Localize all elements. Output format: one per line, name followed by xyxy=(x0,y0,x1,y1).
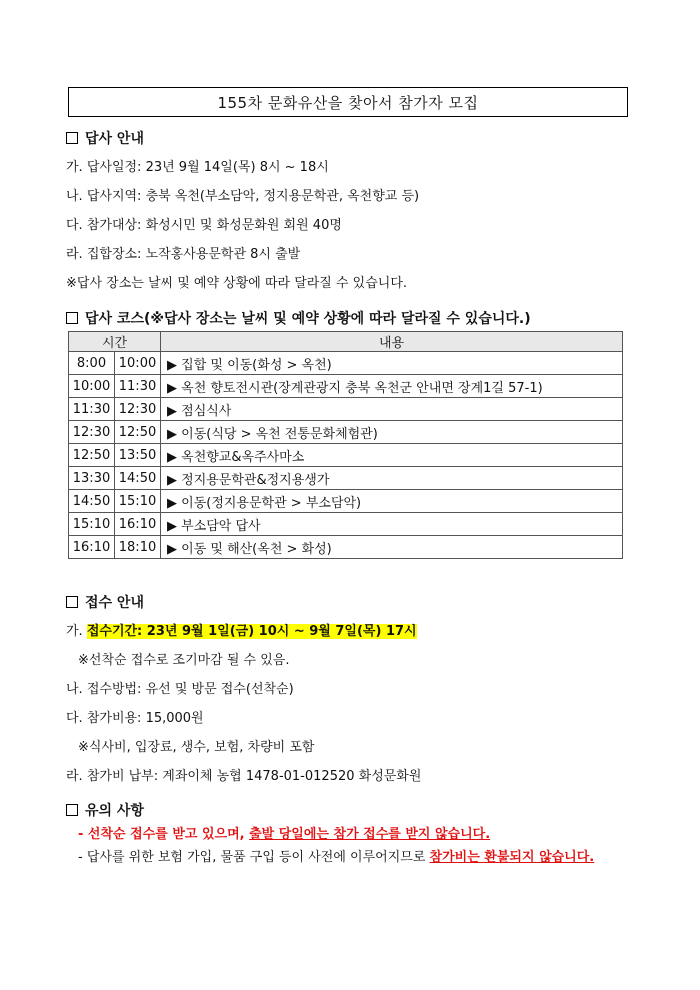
checkbox-square-icon xyxy=(66,132,78,144)
course-start-time: 16:10 xyxy=(69,536,115,559)
course-end-time: 11:30 xyxy=(115,375,161,398)
course-content: ▶ 이동 및 해산(옥천 > 화성) xyxy=(161,536,623,559)
header-time: 시간 xyxy=(69,332,161,352)
notice-item-2: - 답사를 위한 보험 가입, 물품 구입 등이 사전에 이루어지므로 참가비는 환불되지 않습니다. xyxy=(78,850,595,865)
section-heading-registration: 접수 안내 xyxy=(66,592,144,612)
payment-line: 라. 참가비 납부: 계좌이체 농협 1478-01-012520 화성문화원 xyxy=(66,769,422,784)
registration-period-highlight: 접수기간: 23년 9월 1일(금) 10시 ~ 9월 7일(목) 17시 xyxy=(86,624,417,639)
no-refund-notice: 참가비는 환불되지 않습니다. xyxy=(429,850,595,865)
course-end-time: 10:00 xyxy=(115,352,161,375)
course-row xyxy=(69,513,623,536)
checkbox-square-icon xyxy=(66,804,78,816)
course-content: ▶ 이동(식당 > 옥천 전통문화체험관) xyxy=(161,421,623,444)
header-content: 내용 xyxy=(161,332,623,352)
tour-date-line: 가. 답사일정: 23년 9월 14일(목) 8시 ~ 18시 xyxy=(66,160,329,175)
course-row xyxy=(69,352,623,375)
course-row xyxy=(69,444,623,467)
section-heading-notes: 유의 사항 xyxy=(66,800,144,820)
course-start-time: 8:00 xyxy=(69,352,115,375)
page-title-text: 155차 문화유산을 찾아서 참가자 모집 xyxy=(217,93,479,112)
course-content: ▶ 옥천향교&옥주사마소 xyxy=(161,444,623,467)
course-row xyxy=(69,490,623,513)
course-end-time: 15:10 xyxy=(115,490,161,513)
course-start-time: 15:10 xyxy=(69,513,115,536)
tour-region-line: 나. 답사지역: 충북 옥천(부소담악, 정지용문학관, 옥천향교 등) xyxy=(66,189,420,204)
course-start-time: 12:50 xyxy=(69,444,115,467)
course-end-time: 13:50 xyxy=(115,444,161,467)
course-content: ▶ 점심식사 xyxy=(161,398,623,421)
course-start-time: 12:30 xyxy=(69,421,115,444)
course-start-time: 13:30 xyxy=(69,467,115,490)
course-table-header xyxy=(69,332,623,352)
course-end-time: 16:10 xyxy=(115,513,161,536)
registration-method-line: 나. 접수방법: 유선 및 방문 접수(선착순) xyxy=(66,682,294,697)
tour-target-line: 다. 참가대상: 화성시민 및 화성문화원 회원 40명 xyxy=(66,218,342,233)
course-start-time: 14:50 xyxy=(69,490,115,513)
course-end-time: 14:50 xyxy=(115,467,161,490)
course-end-time: 18:10 xyxy=(115,536,161,559)
course-end-time: 12:50 xyxy=(115,421,161,444)
tour-meeting-line: 라. 집합장소: 노작홍사용문학관 8시 출발 xyxy=(66,247,301,262)
course-row xyxy=(69,398,623,421)
course-content: ▶ 부소담악 답사 xyxy=(161,513,623,536)
course-end-time: 12:30 xyxy=(115,398,161,421)
fee-includes-note: ※식사비, 입장료, 생수, 보험, 차량비 포함 xyxy=(78,740,315,755)
course-row xyxy=(69,421,623,444)
fee-line: 다. 참가비용: 15,000원 xyxy=(66,711,204,726)
section-heading-course: 답사 코스(※답사 장소는 날씨 및 예약 상황에 따라 달라질 수 있습니다.) xyxy=(66,308,531,328)
course-start-time: 11:30 xyxy=(69,398,115,421)
page-title xyxy=(68,87,628,117)
course-content: ▶ 정지용문학관&정지용생가 xyxy=(161,467,623,490)
course-content: ▶ 옥천 향토전시관(장계관광지 충북 옥천군 안내면 장계1길 57-1) xyxy=(161,375,623,398)
tour-note-line: ※답사 장소는 날씨 및 예약 상황에 따라 달라질 수 있습니다. xyxy=(66,276,408,291)
same-day-no-registration: 출발 당일에는 참가 접수를 받지 않습니다. xyxy=(249,827,491,842)
notice-item-1: - 선착순 접수를 받고 있으며, 출발 당일에는 참가 접수를 받지 않습니다. xyxy=(78,827,491,842)
section-heading-tour-info: 답사 안내 xyxy=(66,128,144,148)
checkbox-square-icon xyxy=(66,596,78,608)
course-table xyxy=(68,331,623,559)
checkbox-square-icon xyxy=(66,312,78,324)
early-close-note: ※선착순 접수로 조기마감 될 수 있음. xyxy=(78,653,290,668)
course-content: ▶ 집합 및 이동(화성 > 옥천) xyxy=(161,352,623,375)
course-content: ▶ 이동(정지용문학관 > 부소담악) xyxy=(161,490,623,513)
registration-period-line: 가. 접수기간: 23년 9월 1일(금) 10시 ~ 9월 7일(목) 17시 xyxy=(66,624,417,639)
course-row xyxy=(69,375,623,398)
course-start-time: 10:00 xyxy=(69,375,115,398)
course-row xyxy=(69,536,623,559)
course-row xyxy=(69,467,623,490)
